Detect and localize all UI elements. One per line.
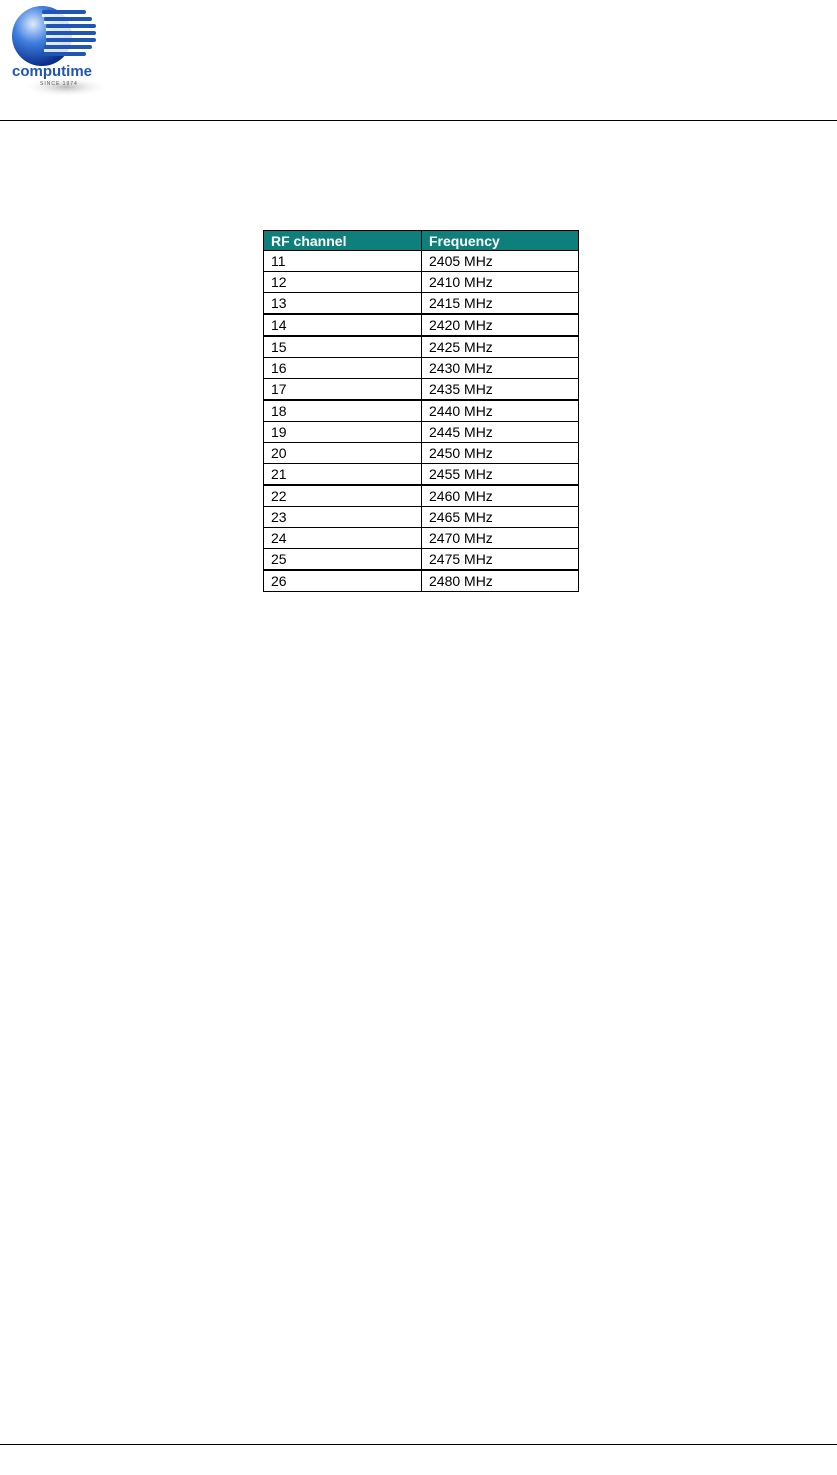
channel-cell: 26 bbox=[264, 570, 422, 592]
channel-cell: 17 bbox=[264, 379, 422, 401]
table-row bbox=[264, 379, 579, 401]
table-header-row bbox=[264, 231, 579, 251]
channel-cell: 13 bbox=[264, 293, 422, 315]
channel-cell: 15 bbox=[264, 336, 422, 358]
table-row bbox=[264, 358, 579, 379]
channel-cell: 25 bbox=[264, 549, 422, 571]
frequency-cell: 2475 MHz bbox=[422, 549, 579, 571]
table-row bbox=[264, 422, 579, 443]
table-row bbox=[264, 549, 579, 571]
channel-cell: 11 bbox=[264, 251, 422, 272]
channel-cell: 12 bbox=[264, 272, 422, 293]
table-row bbox=[264, 251, 579, 272]
frequency-cell: 2420 MHz bbox=[422, 314, 579, 336]
table-row bbox=[264, 272, 579, 293]
column-header-rf-channel: RF channel bbox=[264, 231, 422, 251]
frequency-cell: 2450 MHz bbox=[422, 443, 579, 464]
frequency-cell: 2455 MHz bbox=[422, 464, 579, 486]
frequency-cell: 2480 MHz bbox=[422, 570, 579, 592]
column-header-frequency: Frequency bbox=[422, 231, 579, 251]
table-row bbox=[264, 336, 579, 358]
table-row bbox=[264, 570, 579, 592]
channel-cell: 24 bbox=[264, 528, 422, 549]
channel-cell: 20 bbox=[264, 443, 422, 464]
logo-wordmark: computime bbox=[12, 63, 93, 80]
frequency-cell: 2470 MHz bbox=[422, 528, 579, 549]
company-logo bbox=[4, 4, 116, 100]
frequency-cell: 2460 MHz bbox=[422, 485, 579, 507]
table-row bbox=[264, 464, 579, 486]
globe-logo-icon bbox=[4, 4, 116, 100]
footer-divider bbox=[0, 1444, 837, 1445]
logo-tagline: SINCE 1974 bbox=[40, 81, 78, 87]
frequency-cell: 2425 MHz bbox=[422, 336, 579, 358]
frequency-cell: 2405 MHz bbox=[422, 251, 579, 272]
frequency-cell: 2445 MHz bbox=[422, 422, 579, 443]
channel-cell: 18 bbox=[264, 400, 422, 422]
rf-channel-table bbox=[263, 230, 579, 592]
channel-cell: 16 bbox=[264, 358, 422, 379]
header-divider bbox=[0, 120, 837, 121]
table-row bbox=[264, 293, 579, 315]
table-row bbox=[264, 314, 579, 336]
frequency-cell: 2465 MHz bbox=[422, 507, 579, 528]
table-row bbox=[264, 528, 579, 549]
channel-cell: 14 bbox=[264, 314, 422, 336]
frequency-cell: 2440 MHz bbox=[422, 400, 579, 422]
table-row bbox=[264, 507, 579, 528]
frequency-cell: 2430 MHz bbox=[422, 358, 579, 379]
channel-cell: 22 bbox=[264, 485, 422, 507]
frequency-cell: 2410 MHz bbox=[422, 272, 579, 293]
channel-cell: 21 bbox=[264, 464, 422, 486]
channel-cell: 23 bbox=[264, 507, 422, 528]
table-row bbox=[264, 443, 579, 464]
table-row bbox=[264, 485, 579, 507]
channel-cell: 19 bbox=[264, 422, 422, 443]
frequency-cell: 2435 MHz bbox=[422, 379, 579, 401]
table-row bbox=[264, 400, 579, 422]
frequency-cell: 2415 MHz bbox=[422, 293, 579, 315]
